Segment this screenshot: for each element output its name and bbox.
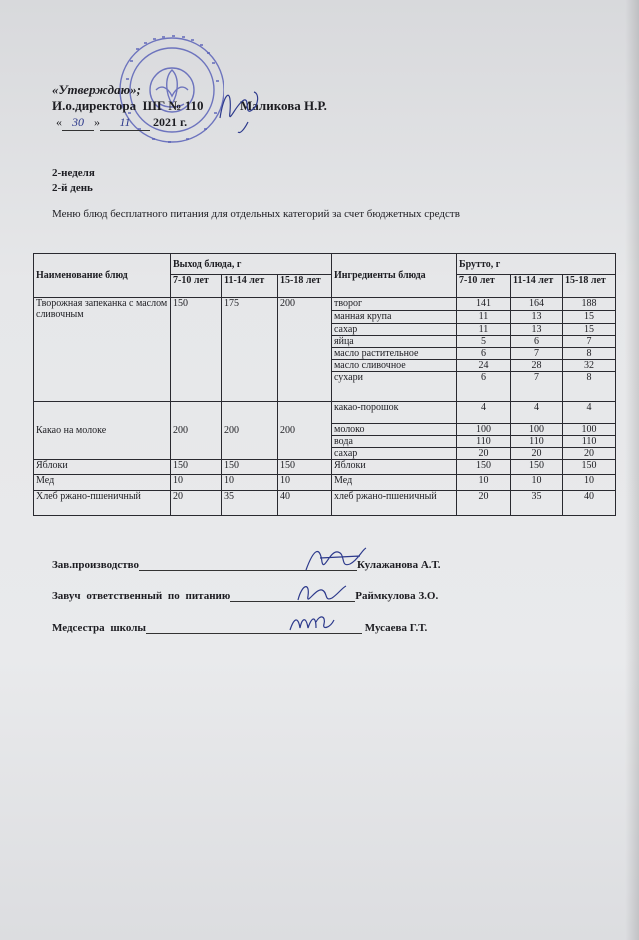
- header-age-15-18: 15-18 лет: [278, 275, 332, 298]
- ingredient-name: Мед: [332, 475, 457, 491]
- output-7-10: 20: [171, 491, 222, 516]
- director-line: [52, 98, 327, 114]
- date-month: 11: [119, 115, 131, 129]
- gross-15-18: 8: [563, 348, 616, 360]
- gross-11-14: 10: [511, 475, 563, 491]
- output-15-18: 10: [278, 475, 332, 491]
- director-role: И.о.директора: [52, 98, 137, 113]
- table-header-row: [34, 254, 616, 275]
- dish-name: Яблоки: [34, 460, 171, 475]
- gross-15-18: 10: [563, 475, 616, 491]
- date-day: 30: [72, 115, 84, 129]
- gross-7-10: 24: [457, 360, 511, 372]
- ingredient-name: какао-порошок: [332, 402, 457, 424]
- gross-11-14: 7: [511, 348, 563, 360]
- gross-7-10: 110: [457, 436, 511, 448]
- dish-name: Хлеб ржано-пшеничный: [34, 491, 171, 516]
- table-row: [34, 475, 616, 491]
- table-row: [34, 491, 616, 516]
- paper-edge-shadow: [625, 0, 639, 940]
- gross-15-18: 110: [563, 436, 616, 448]
- nutrition-name: Раймкулова З.О.: [355, 590, 439, 602]
- ingredient-name: хлеб ржано-пшеничный: [332, 491, 457, 516]
- output-15-18: 150: [278, 460, 332, 475]
- gross-11-14: 110: [511, 436, 563, 448]
- output-15-18: 200: [278, 298, 332, 402]
- nutrition-signature-icon: [290, 578, 350, 608]
- week-label: 2-неделя: [52, 167, 95, 179]
- gross-11-14: 4: [511, 402, 563, 424]
- ingredient-name: вода: [332, 436, 457, 448]
- table-row: [34, 298, 616, 311]
- director-name: Маликова Н.Р.: [240, 98, 327, 113]
- menu-table: [33, 253, 616, 516]
- output-11-14: 35: [222, 491, 278, 516]
- gross-15-18: 40: [563, 491, 616, 516]
- gross-7-10: 10: [457, 475, 511, 491]
- output-11-14: 10: [222, 475, 278, 491]
- output-7-10: 10: [171, 475, 222, 491]
- gross-7-10: 11: [457, 311, 511, 324]
- output-7-10: 200: [171, 402, 222, 460]
- ingredient-name: манная крупа: [332, 311, 457, 324]
- approve-label: «Утверждаю»;: [52, 82, 141, 97]
- header-gross: Брутто, г: [457, 254, 616, 275]
- gross-15-18: 188: [563, 298, 616, 311]
- day-label: 2-й день: [52, 182, 93, 194]
- table-row: [34, 402, 616, 424]
- gross-11-14: 13: [511, 311, 563, 324]
- production-role: Зав.производство: [52, 559, 139, 571]
- nutrition-role: Завуч ответственный по питанию: [52, 590, 231, 602]
- gross-7-10: 141: [457, 298, 511, 311]
- gross-11-14: 13: [511, 324, 563, 336]
- gross-11-14: 100: [511, 424, 563, 436]
- gross-15-18: 8: [563, 372, 616, 402]
- header-gross-age-15-18: 15-18 лет: [563, 275, 616, 298]
- gross-11-14: 150: [511, 460, 563, 475]
- output-7-10: 150: [171, 460, 222, 475]
- nurse-signature-icon: [286, 610, 336, 638]
- gross-15-18: 32: [563, 360, 616, 372]
- gross-15-18: 4: [563, 402, 616, 424]
- header-age-11-14: 11-14 лет: [222, 275, 278, 298]
- gross-7-10: 150: [457, 460, 511, 475]
- output-11-14: 150: [222, 460, 278, 475]
- output-15-18: 200: [278, 402, 332, 460]
- header-ingredients: Ингредиенты блюда: [332, 254, 457, 298]
- ingredient-name: масло сливочное: [332, 360, 457, 372]
- gross-11-14: 28: [511, 360, 563, 372]
- gross-7-10: 6: [457, 348, 511, 360]
- gross-7-10: 20: [457, 491, 511, 516]
- table-row: [34, 460, 616, 475]
- gross-15-18: 150: [563, 460, 616, 475]
- menu-title: Меню блюд бесплатного питания для отдельных категорий за счет бюджетных средств: [52, 208, 460, 220]
- gross-7-10: 20: [457, 448, 511, 460]
- ingredient-name: сахар: [332, 324, 457, 336]
- gross-15-18: 20: [563, 448, 616, 460]
- header-age-7-10: 7-10 лет: [171, 275, 222, 298]
- ingredient-name: молоко: [332, 424, 457, 436]
- gross-11-14: 7: [511, 372, 563, 402]
- gross-11-14: 35: [511, 491, 563, 516]
- signature-line-nutrition: [52, 590, 438, 602]
- output-7-10: 150: [171, 298, 222, 402]
- signature-line-nurse: [52, 622, 427, 634]
- signature-line-production: [52, 559, 441, 571]
- director-signature-icon: [214, 82, 264, 134]
- ingredient-name: сухари: [332, 372, 457, 402]
- approval-block: [52, 82, 327, 131]
- production-signature-icon: [300, 542, 370, 576]
- nurse-role: Медсестра школы: [52, 622, 146, 634]
- output-15-18: 40: [278, 491, 332, 516]
- gross-15-18: 15: [563, 324, 616, 336]
- output-11-14: 200: [222, 402, 278, 460]
- gross-7-10: 100: [457, 424, 511, 436]
- ingredient-name: Яблоки: [332, 460, 457, 475]
- gross-7-10: 4: [457, 402, 511, 424]
- ingredient-name: творог: [332, 298, 457, 311]
- gross-11-14: 6: [511, 336, 563, 348]
- gross-15-18: 7: [563, 336, 616, 348]
- ingredient-name: яйца: [332, 336, 457, 348]
- gross-11-14: 164: [511, 298, 563, 311]
- gross-15-18: 15: [563, 311, 616, 324]
- school-number: ШГ № 110: [142, 98, 204, 113]
- production-name: Кулажанова А.Т.: [356, 559, 441, 571]
- menu-table-body: [34, 254, 616, 516]
- output-11-14: 175: [222, 298, 278, 402]
- gross-7-10: 5: [457, 336, 511, 348]
- gross-11-14: 20: [511, 448, 563, 460]
- gross-7-10: 6: [457, 372, 511, 402]
- dish-name: Какао на молоке: [34, 402, 171, 460]
- header-gross-age-11-14: 11-14 лет: [511, 275, 563, 298]
- header-gross-age-7-10: 7-10 лет: [457, 275, 511, 298]
- ingredient-name: масло растительное: [332, 348, 457, 360]
- gross-7-10: 11: [457, 324, 511, 336]
- dish-name: Творожная запеканка с маслом сливочным: [34, 298, 171, 402]
- ingredient-name: сахар: [332, 448, 457, 460]
- gross-15-18: 100: [563, 424, 616, 436]
- nurse-name: Мусаева Г.Т.: [364, 622, 428, 634]
- header-output: Выход блюда, г: [171, 254, 332, 275]
- approval-date: « 30 » 11 2021 г.: [56, 115, 188, 129]
- date-year: 2021 г.: [153, 115, 188, 129]
- dish-name: Мед: [34, 475, 171, 491]
- week-block: [52, 166, 95, 196]
- header-dish: Наименование блюд: [34, 254, 171, 298]
